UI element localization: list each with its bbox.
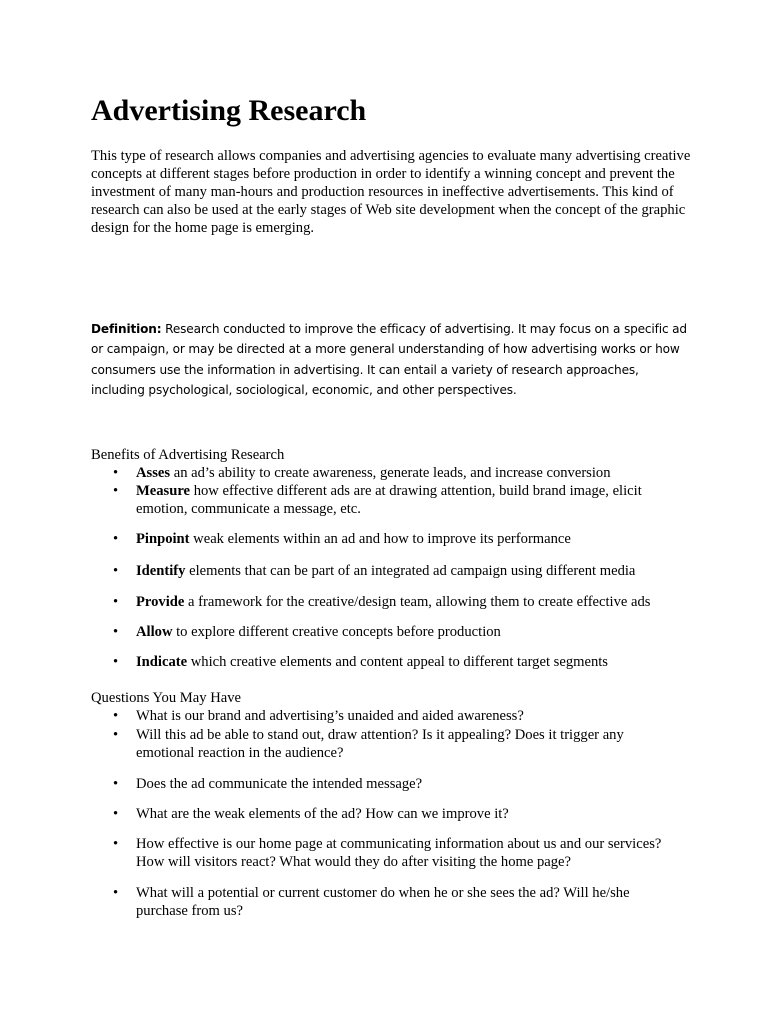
- definition-label: Definition:: [91, 322, 162, 336]
- benefit-text: elements that can be part of an integrated ad campaign using different media: [185, 563, 636, 579]
- bullet-marker: •: [113, 708, 119, 724]
- question-item: How effective is our home page at communicating information about us and our services? How will visitors react? What would they do after visiting the home page?: [136, 836, 662, 870]
- benefit-item: [136, 593, 676, 611]
- benefit-keyword: Allow: [136, 624, 173, 640]
- benefit-item: [136, 482, 676, 518]
- benefit-keyword: Indicate: [136, 654, 188, 670]
- bullet-marker: •: [113, 465, 119, 481]
- question-item: Will this ad be able to stand out, draw attention? Is it appealing? Does it trigger any emotional reaction in the audience?: [136, 727, 624, 761]
- benefit-keyword: Measure: [136, 483, 191, 499]
- benefit-text: weak elements within an ad and how to improve its performance: [189, 531, 571, 547]
- question-item: What will a potential or current customer do when he or she sees the ad? Will he/she purchase from us?: [136, 885, 630, 919]
- bullet-marker: •: [113, 624, 119, 640]
- benefit-keyword: Identify: [136, 563, 186, 579]
- bullet-marker: •: [113, 885, 119, 901]
- bullet-marker: •: [113, 727, 119, 743]
- bullet-marker: •: [113, 654, 119, 670]
- intro-paragraph: This type of research allows companies and advertising agencies to evaluate many advertising creative concepts at different stages before production in order to identify a winning concept and prevent the investment of many man-hours and production resources in ineffective advertisements. This kind of research can also be used at the early stages of Web site development when the concept of the graphic design for the home page is emerging.: [91, 148, 691, 236]
- question-item: What are the weak elements of the ad? How can we improve it?: [136, 806, 509, 822]
- benefit-item: [136, 530, 676, 548]
- benefit-item: [136, 464, 676, 482]
- benefit-text: how effective different ads are at drawing attention, build brand image, elicit emotion, communicate a message, etc.: [136, 483, 642, 517]
- definition-text: Research conducted to improve the efficacy of advertising. It may focus on a specific ad or campaign, or may be directed at a more general understanding of how advertising works or how consumers use the information in advertising. It can entail a variety of research approaches, including psychological, sociological, economic, and other perspectives.: [91, 322, 687, 397]
- bullet-marker: •: [113, 836, 119, 852]
- benefit-item: [136, 623, 676, 641]
- bullet-marker: •: [113, 563, 119, 579]
- questions-heading: Questions You May Have: [91, 690, 241, 706]
- benefit-keyword: Pinpoint: [136, 531, 190, 547]
- question-item: Does the ad communicate the intended message?: [136, 776, 423, 792]
- benefit-keyword: Provide: [136, 594, 185, 610]
- benefit-text: which creative elements and content appeal to different target segments: [187, 654, 608, 670]
- bullet-marker: •: [113, 776, 119, 792]
- benefit-item: [136, 562, 676, 580]
- question-item: What is our brand and advertising’s unaided and aided awareness?: [136, 708, 524, 724]
- bullet-marker: •: [113, 531, 119, 547]
- benefit-text: a framework for the creative/design team, allowing them to create effective ads: [184, 594, 651, 610]
- bullet-marker: •: [113, 594, 119, 610]
- page-title: Advertising Research: [91, 94, 367, 127]
- benefit-text: to explore different creative concepts before production: [172, 624, 501, 640]
- benefit-text: an ad’s ability to create awareness, generate leads, and increase conversion: [170, 465, 611, 481]
- benefits-heading: Benefits of Advertising Research: [91, 447, 285, 463]
- benefit-item: [136, 653, 676, 671]
- definition-paragraph: [91, 319, 691, 400]
- benefit-keyword: Asses: [136, 465, 171, 481]
- bullet-marker: •: [113, 483, 119, 499]
- bullet-marker: •: [113, 806, 119, 822]
